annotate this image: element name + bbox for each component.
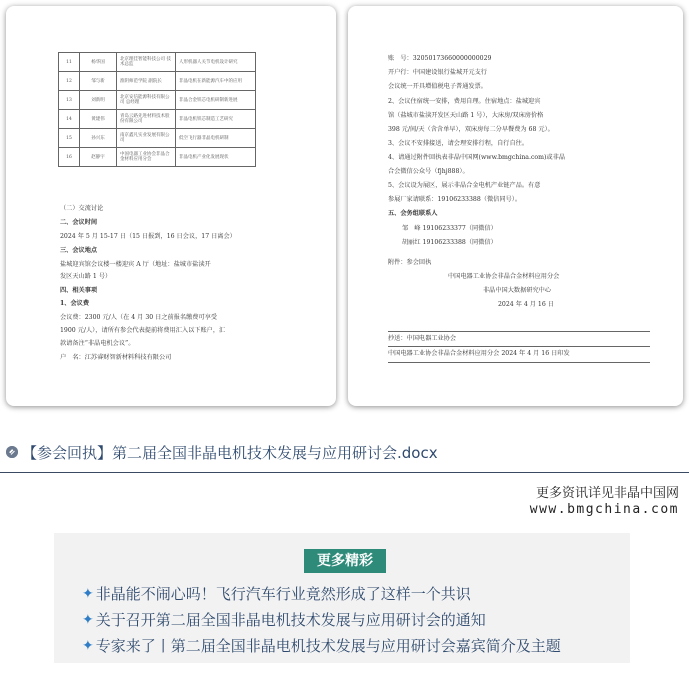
- section-heading-venue: 三、会议地点: [60, 247, 98, 254]
- lodging-text-1: 2、会议住宿统一安排，费用自理。住宿地点：盐城迎宾: [388, 98, 541, 105]
- cc-text: 抄送：中国电器工业协会: [388, 335, 457, 342]
- section-heading-matters: 四、相关事项: [60, 287, 98, 294]
- speaker-table: [58, 52, 256, 167]
- venue-text-2: 发区天山路 1 号）: [60, 273, 112, 280]
- more-info-text: 更多资讯详见非晶中国网: [535, 486, 679, 501]
- divider-line: [0, 472, 689, 473]
- invoice-text: 会议统一开具增值税电子普通发票。: [388, 83, 487, 90]
- fee-text-3: 款请备注“非晶电机会议”。: [60, 340, 135, 347]
- speaker-name-cell: 黄建伟: [80, 110, 117, 129]
- table-row: [59, 148, 256, 167]
- contact-1: 邹 峰 19106233377（同微信）: [402, 225, 497, 232]
- fee-text-2: 1900 元/人），请所有参会代表提前将费用汇入以下账户，汇: [60, 327, 226, 334]
- receipt-text-1: 4、请通过附件回执表非晶中国网(www.bmgchina.com)或非晶: [388, 154, 565, 161]
- organization-cell: 中国电器工业协会非晶合金材料应用分会: [117, 148, 176, 167]
- website-url-text: www.bmgchina.com: [529, 502, 679, 517]
- divider-line: [388, 331, 650, 332]
- exhibit-text-2: 参展厂家请联系：19106233388（微信同号）。: [388, 196, 522, 203]
- table-row: [59, 110, 256, 129]
- topic-cell: 低空飞行器非晶电机研制: [176, 129, 256, 148]
- more-articles-box: [54, 533, 630, 663]
- organization-cell: 北京理佳智能科技公司 技术总监: [117, 53, 176, 72]
- speaker-name-cell: 刘新明: [80, 91, 117, 110]
- sparkle-icon: ✦: [82, 637, 94, 654]
- attachment-link-row[interactable]: [6, 442, 438, 462]
- organization-cell: 淮阴师范学院 副院长: [117, 72, 176, 91]
- divider-line: [388, 346, 650, 347]
- section-heading-time: 二、会议时间: [60, 219, 98, 226]
- topic-cell: 非晶合金铁芯电机研制新进展: [176, 91, 256, 110]
- row-number-cell: 14: [59, 110, 80, 129]
- article-link-label[interactable]: 非晶能不闹心吗！飞行汽车行业竟然形成了这样一个共识: [95, 585, 471, 603]
- article-link-label[interactable]: 关于召开第二届全国非晶电机技术发展与应用研讨会的通知: [95, 611, 486, 629]
- document-page-right: [348, 6, 683, 406]
- issue-footer-text: 中国电器工业协会非晶合金材料应用分会 2024 年 4 月 16 日印发: [388, 350, 570, 357]
- sparkle-icon: ✦: [82, 585, 94, 602]
- article-link[interactable]: [82, 609, 486, 630]
- venue-text-1: 盐城迎宾馆会议楼一楼迎宾 A 厅（地址：盐城市盐渎开: [60, 261, 211, 268]
- topic-cell: 非晶电机产业化发展现状: [176, 148, 256, 167]
- speaker-name-cell: 杨华国: [80, 53, 117, 72]
- organization-cell: 青岛云路先进材料技术股份有限公司: [117, 110, 176, 129]
- meeting-time-text: 2024 年 5 月 15-17 日（15 日报到，16 日会议，17 日离会）: [60, 233, 236, 240]
- contact-2: 胡丽红 19106233388（同微信）: [402, 239, 497, 246]
- table-row: [59, 129, 256, 148]
- lodging-text-2: 馆（盐城市盐渎开发区天山路 1 号），大床房/双床房价格: [388, 112, 544, 119]
- organization-cell: 北京安信能源科技有限公司 总经理: [117, 91, 176, 110]
- signature-org-1: 中国电器工业协会非晶合金材料应用分会: [448, 273, 560, 280]
- table-row: [59, 53, 256, 72]
- bank-text: 开户行：中国建设银行盐城开元支行: [388, 69, 487, 76]
- row-number-cell: 16: [59, 148, 80, 167]
- more-articles-title: 更多精彩: [304, 549, 386, 573]
- topic-cell: 非晶电机铁芯制造工艺研究: [176, 110, 256, 129]
- article-link-label[interactable]: 专家来了丨第二届全国非晶电机技术发展与应用研讨会嘉宾简介及主题: [95, 637, 561, 655]
- receipt-text-2: 合会微信公众号（fjhj888）。: [388, 168, 469, 175]
- article-link[interactable]: [82, 635, 561, 656]
- speaker-name-cell: 赵静宇: [80, 148, 117, 167]
- speaker-name-cell: 邹与新: [80, 72, 117, 91]
- organization-cell: 南京鑫凡实业发展有限公司: [117, 129, 176, 148]
- lodging-text-3: 398 元/间/天（含含单早），双床房每二分早餐费为 68 元）。: [388, 126, 554, 133]
- signature-date: 2024 年 4 月 16 日: [498, 301, 554, 308]
- divider-line: [388, 362, 650, 363]
- sparkle-icon: ✦: [82, 611, 94, 628]
- subheading-fee: 1、会议费: [60, 300, 90, 307]
- fee-text-1: 会议费：2300 元/人（在 4 月 30 日之前报名缴费可享受: [60, 314, 218, 321]
- row-number-cell: 12: [59, 72, 80, 91]
- row-number-cell: 15: [59, 129, 80, 148]
- document-page-left: [6, 6, 336, 406]
- speaker-name-cell: 孙兴东: [80, 129, 117, 148]
- discussion-label: （二）交流讨论: [60, 205, 104, 212]
- row-number-cell: 13: [59, 91, 80, 110]
- exhibit-text-1: 5、会议设为展区，展示非晶合金电机产业链产品。有意: [388, 182, 541, 189]
- attachment-note: 附件：参会回执: [388, 259, 432, 266]
- table-row: [59, 91, 256, 110]
- table-row: [59, 72, 256, 91]
- topic-cell: 人形机器人关节电机设计研究: [176, 53, 256, 72]
- paperclip-icon: [6, 446, 18, 458]
- account-name-text: 户 名：江苏睿财智新材料科技有限公司: [60, 354, 172, 361]
- section-heading-contacts: 五、会务组联系人: [388, 210, 438, 217]
- account-number-text: 账 号：32050173660000000029: [388, 55, 492, 62]
- attachment-link[interactable]: 【参会回执】第二届全国非晶电机技术发展与应用研讨会.docx: [22, 443, 438, 462]
- transport-text: 3、会议不安排接送，请会理安排行程，自行自往。: [388, 140, 529, 147]
- topic-cell: 非晶电机在新能源汽车中的应用: [176, 72, 256, 91]
- article-link[interactable]: [82, 583, 471, 604]
- signature-org-2: 非晶中国大数据研究中心: [483, 287, 552, 294]
- row-number-cell: 11: [59, 53, 80, 72]
